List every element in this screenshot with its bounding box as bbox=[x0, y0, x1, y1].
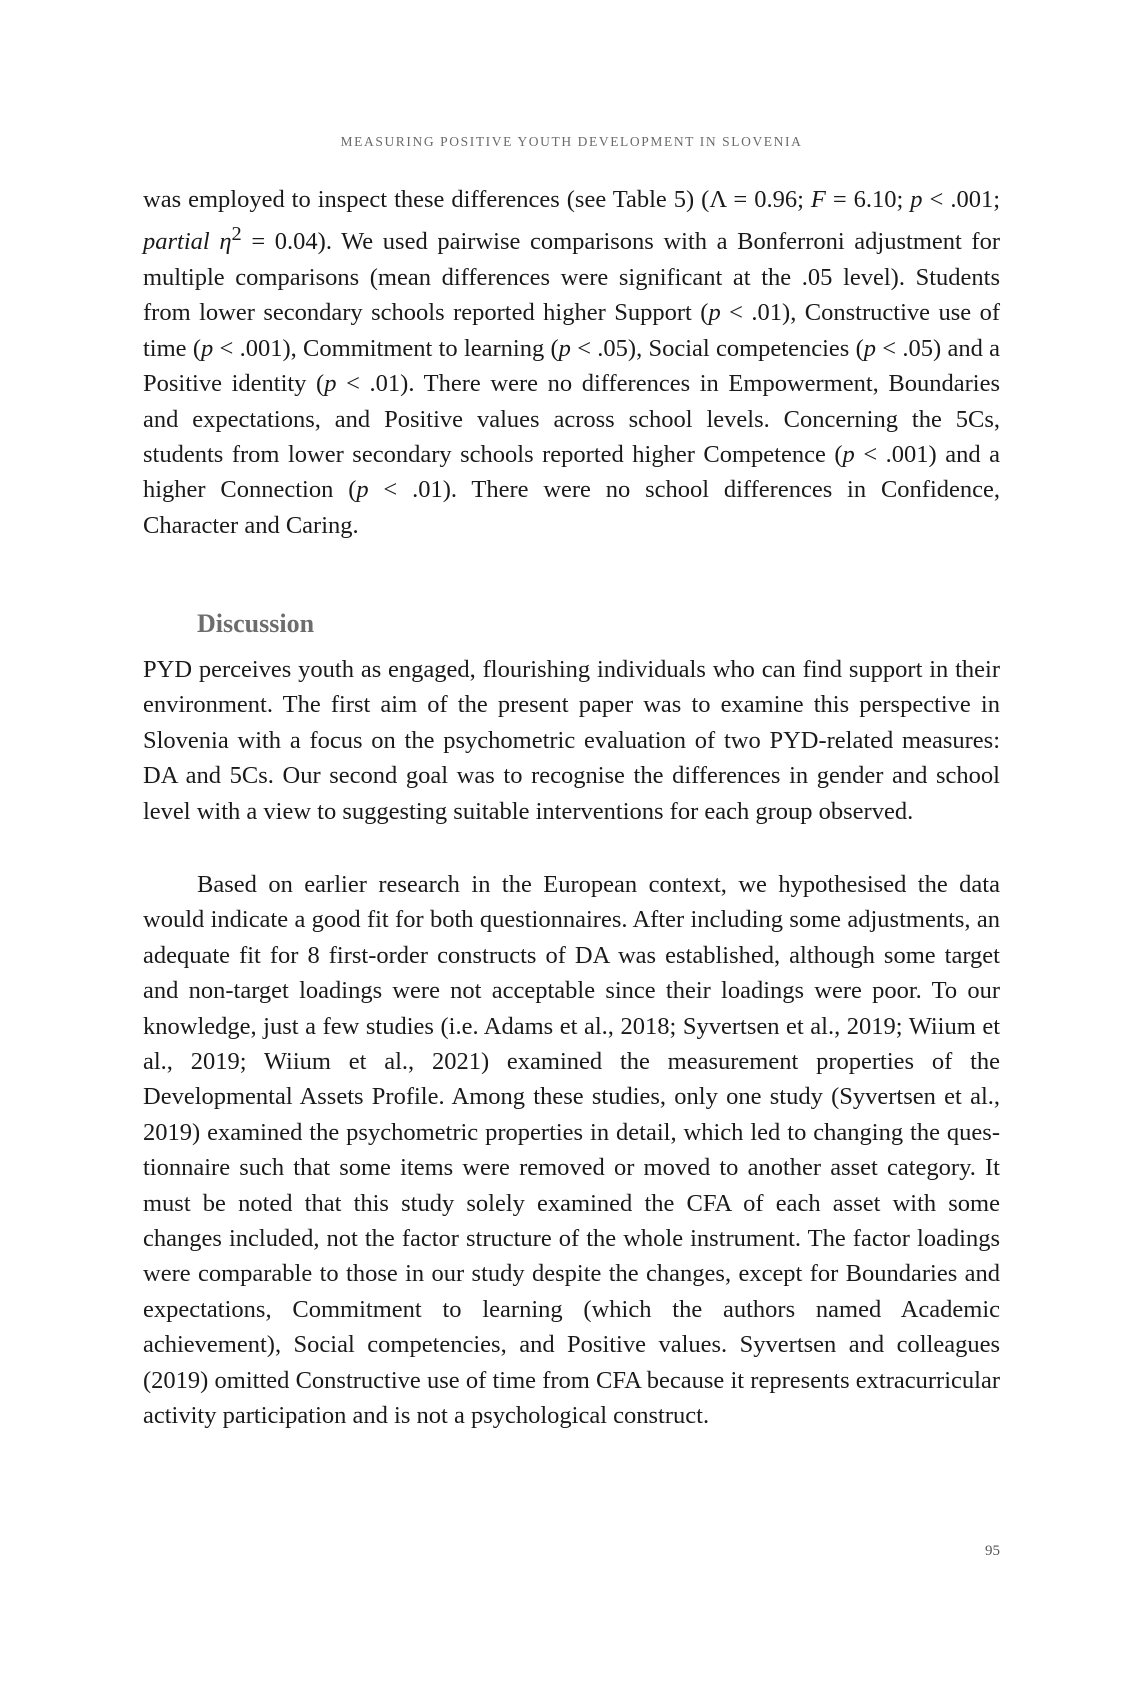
text-run: < .01). There were no differences in Empowerment, Boundaries and expectations, and Positive values across school levels. Concerning the 5Cs, students from lower secondary schools reported higher Competence ( bbox=[143, 370, 1000, 468]
discussion-paragraph-1: PYD perceives youth as engaged, flourishing individuals who can find support in their environment. The first aim of the present paper was to examine this perspective in Slovenia with a focus on the psychometric evaluation of two PYD-related measures: DA and 5Cs. Our second goal was to recognise the differences in gender and school level with a view to suggesting suitable interventions for each group observed. bbox=[143, 656, 1000, 825]
page-number: 95 bbox=[985, 1543, 1000, 1559]
p-symbol: p bbox=[324, 370, 337, 398]
effect-size-symbol: partial η bbox=[143, 228, 232, 256]
p-symbol: p bbox=[558, 334, 571, 362]
text-run: < .01). There were no school differences in Confidence, Character and Caring. bbox=[143, 476, 1000, 539]
p-symbol: p bbox=[356, 476, 369, 504]
text-run: < .001) and a higher Connection ( bbox=[143, 441, 1000, 504]
p-symbol: p bbox=[910, 186, 923, 213]
p-symbol: p bbox=[863, 334, 877, 362]
text-run: < .05), Social competencies ( bbox=[570, 334, 864, 362]
results-paragraph bbox=[143, 182, 1000, 543]
superscript: 2 bbox=[231, 223, 242, 246]
running-head: MEASURING POSITIVE YOUTH DEVELOPMENT IN SLOVENIA bbox=[340, 134, 803, 149]
p-symbol: p bbox=[200, 334, 214, 362]
text-run: < .001; bbox=[922, 186, 1001, 213]
text-run: was employed to inspect these differences (see Table 5) (Λ = 0.96; bbox=[143, 186, 811, 213]
text-run: < .01), Constructive use of time ( bbox=[143, 299, 1001, 362]
section-heading: Discussion bbox=[197, 609, 315, 638]
p-symbol: p bbox=[842, 441, 855, 468]
text-run: < .05) and a Positive identity ( bbox=[143, 334, 1000, 398]
statistic-symbol: F bbox=[810, 186, 826, 213]
text-run: = 0.04). We used pairwise comparisons with a Bonferroni adjustment for multiple comparisons (mean differences were significant at the .05 level). Students from lower secondary schools reported higher Support ( bbox=[143, 228, 1001, 327]
discussion-paragraph-2: Based on earlier research in the European context, we hypothesised the data would indicate a good fit for both questionnaires. After including some adjustments, an adequate fit for 8 first-order constructs of DA was established, although some target and non-target loadings were not acceptable since their loadings were poor. To our knowledge, just a few studies (i.e. Adams et al., 2018; Syvertsen et al., 2019; Wiium et al., 2019; Wiium et al., 2021) examined the measurement properties of the Developmental Assets Profile. Among these studies, only one study (Syvertsen et al., 2019) examined the psychometric properties in detail, which led to changing the questionnaire such that some items were removed or moved to another asset category. It must be noted that this study solely examined the CFA of each asset with some changes included, not the factor structure of the whole instrument. The factor loadings were comparable to those in our study despite the changes, except for Boundaries and expectations, Commitment to learning (which the authors named Academic achievement), Social competencies, and Positive values. Syvertsen and colleagues (2019) omitted Constructive use of time from CFA because it represents extracurricular activity participation and is not a psychological construct. bbox=[143, 871, 1000, 1430]
text-run: = 6.10; bbox=[825, 186, 911, 213]
text-run: < .001), Commitment to learning ( bbox=[213, 334, 559, 362]
p-symbol: p bbox=[708, 299, 721, 327]
